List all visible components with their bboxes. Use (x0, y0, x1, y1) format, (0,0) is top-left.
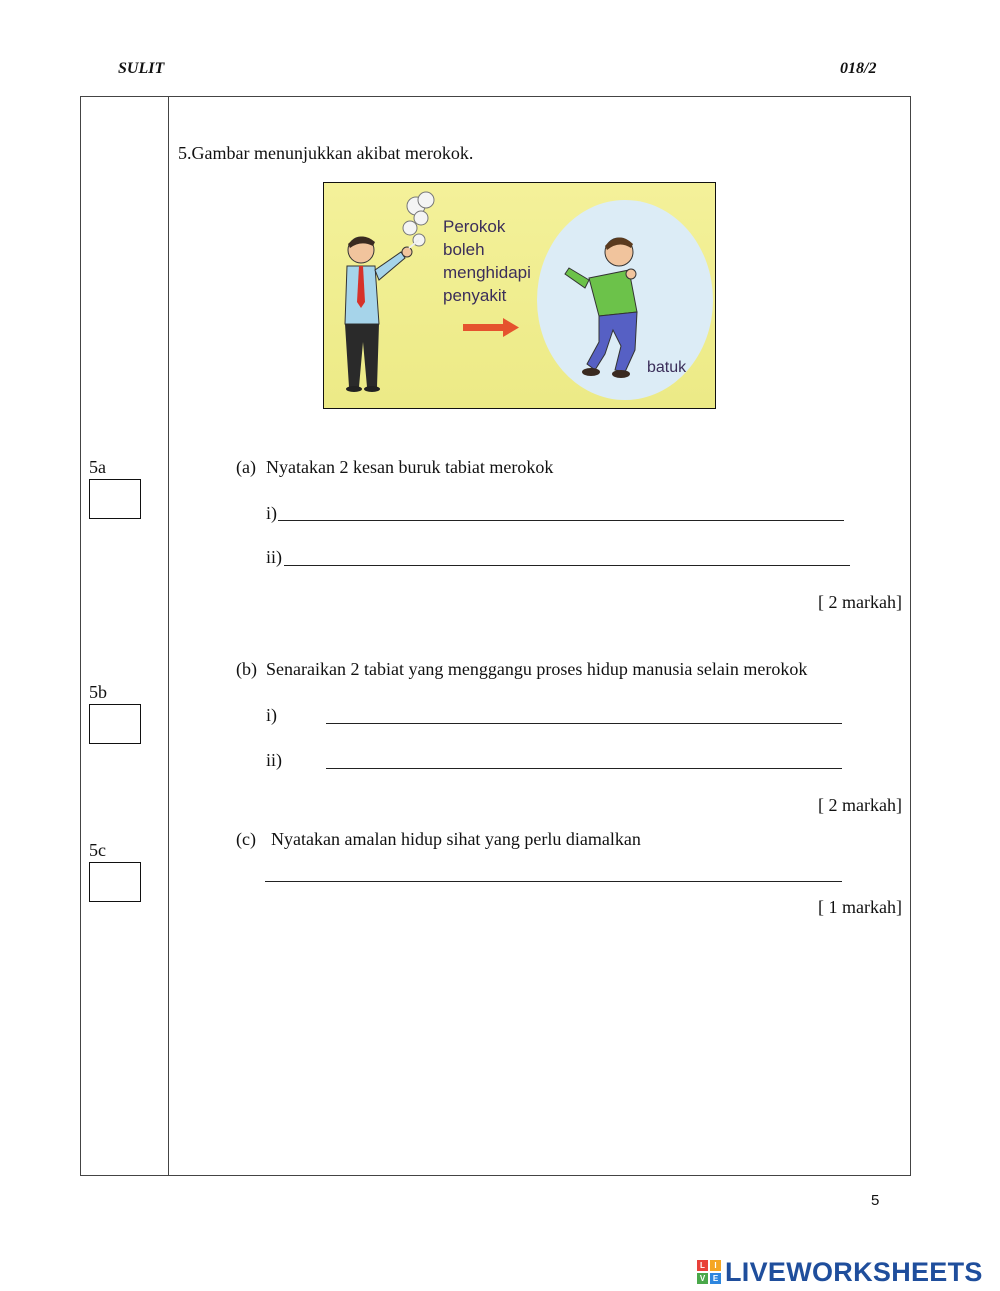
score-box-5b[interactable] (89, 704, 141, 744)
part-b-marks: [ 2 markah] (818, 795, 902, 815)
score-box-5c[interactable] (89, 862, 141, 902)
margin-label-5b: 5b (89, 682, 107, 702)
brand-logo (697, 1257, 995, 1287)
margin-label-5c: 5c (89, 840, 106, 860)
caption-line-3: menghidapi (443, 263, 531, 282)
caption-line-1: Perokok (443, 217, 506, 236)
header-right: 018/2 (840, 60, 877, 77)
brand-cubes-icon: L I V E (697, 1260, 721, 1284)
part-b-text: Senaraikan 2 tabiat yang menggangu proses hidup manusia selain merokok (266, 659, 808, 679)
part-a-marks: [ 2 markah] (818, 592, 902, 612)
part-c-marks: [ 1 markah] (818, 897, 902, 917)
part-a-item-2-label: ii) (266, 547, 282, 567)
smoking-illustration-svg (323, 182, 716, 409)
answer-line-a2[interactable] (284, 565, 850, 566)
smoking-illustration (323, 182, 716, 409)
score-box-5a[interactable] (89, 479, 141, 519)
answer-line-b1[interactable] (326, 723, 842, 724)
part-b-item-2-label: ii) (266, 750, 282, 770)
part-a-item-1-label: i) (266, 503, 277, 523)
caption-line-2: boleh (443, 240, 485, 259)
margin-label-5a: 5a (89, 457, 106, 477)
answer-line-b2[interactable] (326, 768, 842, 769)
page-number: 5 (871, 1192, 880, 1209)
part-c-text: Nyatakan amalan hidup sihat yang perlu diamalkan (271, 829, 641, 849)
brand-name: LIVEWORKSHEETS (725, 1256, 983, 1287)
caption-line-4: penyakit (443, 286, 507, 305)
header-left: SULIT (118, 60, 165, 77)
cough-label: batuk (647, 359, 687, 376)
part-b-item-1-label: i) (266, 705, 277, 725)
part-a-letter: (a) (236, 457, 256, 477)
part-b-letter: (b) (236, 659, 257, 679)
answer-line-a1[interactable] (278, 520, 844, 521)
answer-line-c[interactable] (265, 881, 842, 882)
part-a-text: Nyatakan 2 kesan buruk tabiat merokok (266, 457, 554, 477)
question-title: 5.Gambar menunjukkan akibat merokok. (178, 143, 474, 163)
margin-divider (168, 96, 169, 1176)
part-c-letter: (c) (236, 829, 256, 849)
